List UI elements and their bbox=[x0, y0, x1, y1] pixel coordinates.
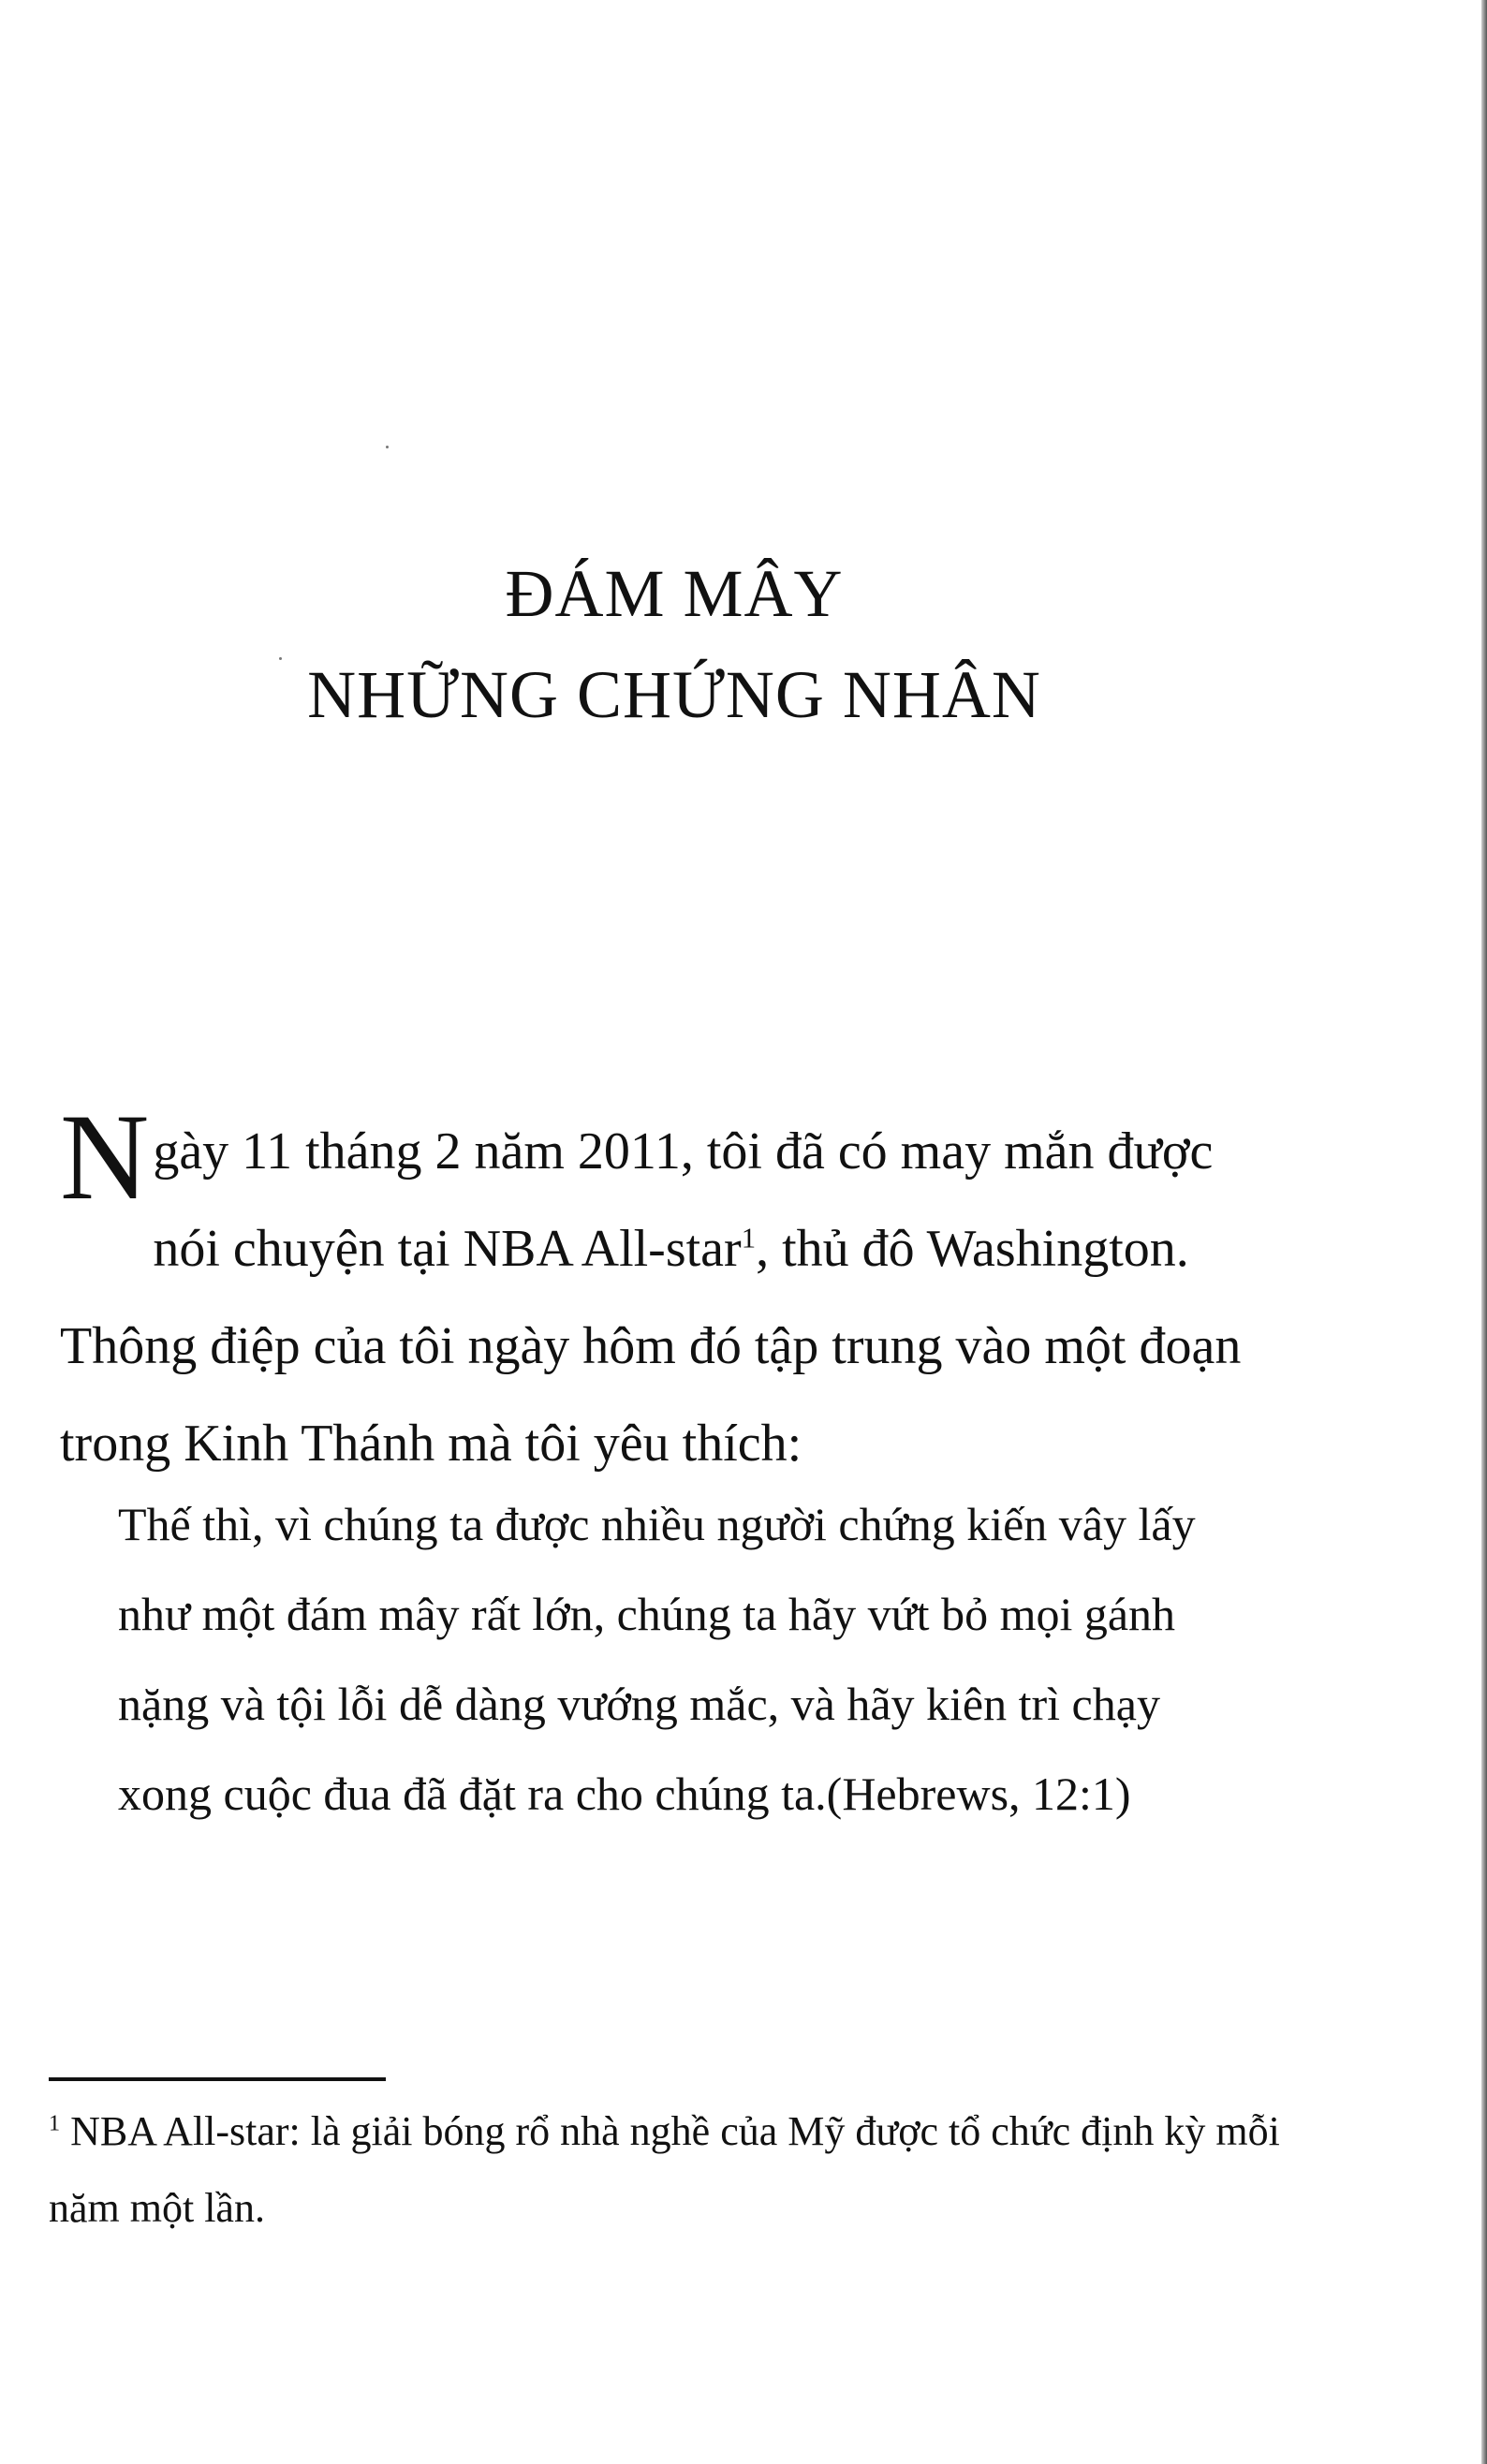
drop-cap: N bbox=[60, 1088, 150, 1225]
paragraph-text-end: , thủ đô Washington. Thông điệp của tôi ngày hôm đó tập trung vào một đoạn trong Kinh Thánh mà tôi yêu thích: bbox=[60, 1220, 1242, 1473]
footnote bbox=[49, 2093, 1294, 2247]
footnote-divider bbox=[49, 2077, 386, 2081]
footnote-marker: 1 bbox=[49, 2110, 61, 2136]
scripture-quote: Thế thì, vì chúng ta được nhiều người chứng kiến vây lấy như một đám mây rất lớn, chúng ta hãy vứt bỏ mọi gánh nặng và tội lỗi dễ dàng vướng mắc, và hãy kiên trì chạy xong cuộc đua đã đặt ra cho chúng ta.(Hebrews, 12:1) bbox=[118, 1498, 1196, 1820]
chapter-title-line-2: NHỮNG CHỨNG NHÂN bbox=[307, 657, 1041, 732]
chapter-title-line-1: ĐÁM MÂY bbox=[505, 556, 844, 631]
page-edge-shadow bbox=[1481, 0, 1487, 2464]
scan-speck bbox=[386, 446, 389, 448]
chapter-title bbox=[0, 543, 1348, 745]
paragraph-text-start: gày 11 tháng 2 năm 2011, tôi đã có may mắn được nói chuyện tại NBA All-star bbox=[153, 1122, 1214, 1278]
footnote-reference: 1 bbox=[741, 1222, 757, 1254]
opening-paragraph bbox=[60, 1088, 1287, 1492]
footnote-text: NBA All-star: là giải bóng rổ nhà nghề của Mỹ được tổ chức định kỳ mỗi năm một lần. bbox=[49, 2108, 1280, 2231]
